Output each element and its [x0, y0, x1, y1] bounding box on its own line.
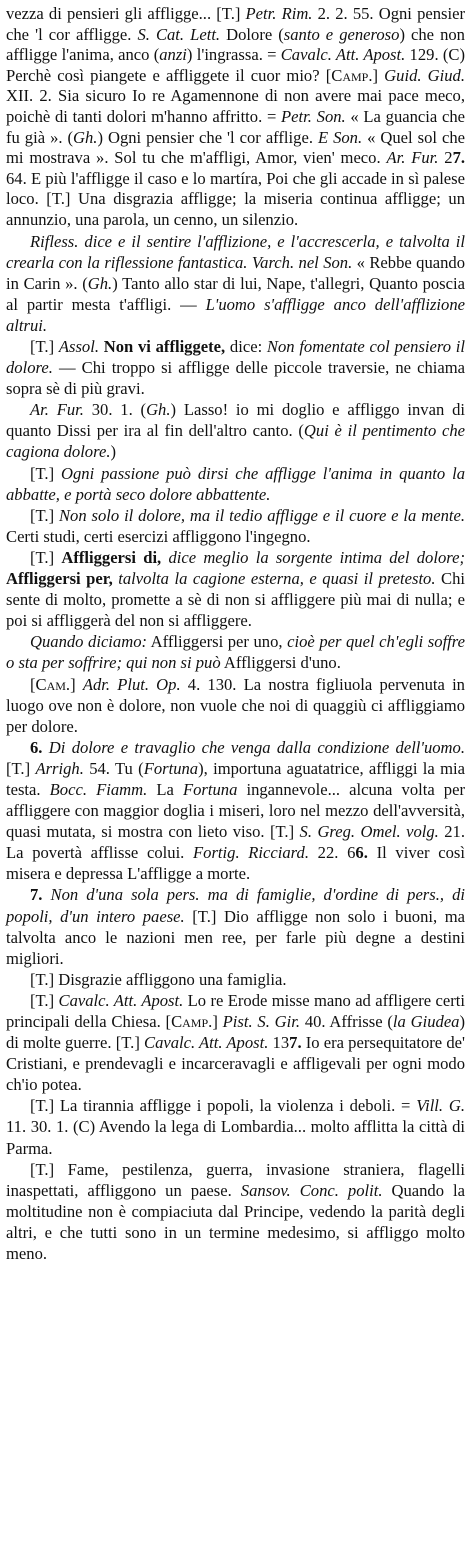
paragraph-2: Rifless. dice e il sentire l'afflizione, e l'accrescerla, e talvolta il crearla con la riflessione fantastica. Varch. nel Son. « Rebbe quando in Carin ». (Gh.) Tanto allo star di lui, Nape, t'allegri, Quanto poscia al partir mesta t'affligi. — L'uomo s'affligge anco dell'afflizione altrui.	[6, 231, 466, 335]
paragraph-12: [T.] Disgrazie affliggono una famiglia.	[30, 969, 287, 989]
paragraph-1: vezza di pensieri gli affligge... [T.] Petr. Rim. 2. 2. 55. Ogni pensier che 'l cor affligge. S. Cat. Lett. Dolore (santo e generoso) che non affligge l'anima, anco (anzi) l'ingrassa. = Cavalc. Att. Apost. 129. (C) Perchè così piangete e affliggete il cuor mio? [Camp.] Guid. Giud. XII. 2. Sia sicuro Io re Agamennone di non avere mai pace meco, poichè di tanti dolori m'hanno affritto. = Petr. Son. « La guancia che fu già ». (Gh.) Ogni pensier che 'l cor afflige. E Son. « Quel sol che mi mostrava ». Sol tu che m'affligi, Amor, vien' meco. Ar. Fur. 27. 64. E più l'affligge il caso e lo martíra, Poi che gli accade in sì palese loco. [T.] Una disgrazia affligge; la miseria continua affligge; un annunzio, una parola, un cenno, un silenzio.	[6, 4, 466, 229]
paragraph-3: [T.] Assol. Non vi affliggete, dice: Non fomentate col pensiero il dolore. — Chi troppo si affligge delle piccole traversie, ne chiama sopra sè di più gravi.	[6, 337, 466, 399]
paragraph-7: [T.] Affliggersi di, dice meglio la sorgente intima del dolore; Affliggersi per, talvolta la cagione esterna, e quasi il pretesto. Chi sente di molto, promette a sè di non si affliggere più mai di nulla; e poi si affliggerà del non si affliggere.	[6, 547, 465, 631]
paragraph-4: Ar. Fur. 30. 1. (Gh.) Lasso! io mi doglio e affliggo invan di quanto Dissi per ira al fin dell'altro canto. (Qui è il pentimento che cagiona dolore.)	[6, 400, 465, 462]
paragraph-8: Quando diciamo: Affliggersi per uno, cioè per quel ch'egli soffre o sta per soffrire; qui non si può Affliggersi d'uno.	[6, 632, 465, 673]
sense-6-paragraph: 6. Di dolore e travaglio che venga dalla condizione dell'uomo. [T.] Arrigh. 54. Tu (Fortuna), importuna aguatatrice, affliggi la mia testa. Bocc. Fiamm. La Fortuna ingannevole... alcuna volta per affliggere con maggior doglia i miseri, loro nel mezzo dell'avversità, quasi mutata, si mostra con lieto viso. [T.] S. Greg. Omel. volg. 21. La povertà afflisse colui. Fortig. Ricciard. 22. 66. Il viver così misera e depressa L'affligge a morte.	[6, 737, 466, 884]
paragraph-5: [T.] Ogni passione può dirsi che affligge l'anima in quanto la abbatte, e portà seco dolore abbattente.	[6, 463, 465, 504]
paragraph-6: [T.] Non solo il dolore, ma il tedio affligge e il cuore e la mente. Certi studi, certi esercizi affliggono l'ingegno.	[6, 505, 465, 546]
paragraph-9: [Cam.] Adr. Plut. Op. 4. 130. La nostra figliuola pervenuta in luogo ove non è dolore, non vuole che noi di quaggiù ci affliggiamo per dolore.	[6, 674, 465, 736]
paragraph-13: [T.] Cavalc. Att. Apost. Lo re Erode misse mano ad affligere certi principali della Chiesa. [Camp.] Pist. S. Gir. 40. Affrisse (la Giudea) di molte guerre. [T.] Cavalc. Att. Apost. 137. Io era persequitatore de' Cristiani, e prendevagli e incarceravagli e affligevali per ogni modo ch'io potea.	[6, 990, 466, 1095]
paragraph-14: [T.] La tirannia affligge i popoli, la violenza i deboli. = Vill. G. 11. 30. 1. (C) Avendo la lega di Lombardia... molto afflitta la città di Parma.	[6, 1096, 465, 1158]
sense-7-paragraph: 7. Non d'una sola pers. ma di famiglie, d'ordine di pers., di popoli, d'un intero paese. [T.] Dio affligge non solo i buoni, ma talvolta anco le nazioni men ree, per farle più degne a destini migliori.	[6, 885, 465, 968]
paragraph-15: [T.] Fame, pestilenza, guerra, invasione straniera, flagelli inaspettati, affliggono un paese. Sansov. Conc. polit. Quando la moltitudine non è compiaciuta dal Principe, vedendo la parità degli altri, e che tutti sono in un termine medesimo, si affliggo molto meno.	[6, 1159, 465, 1264]
